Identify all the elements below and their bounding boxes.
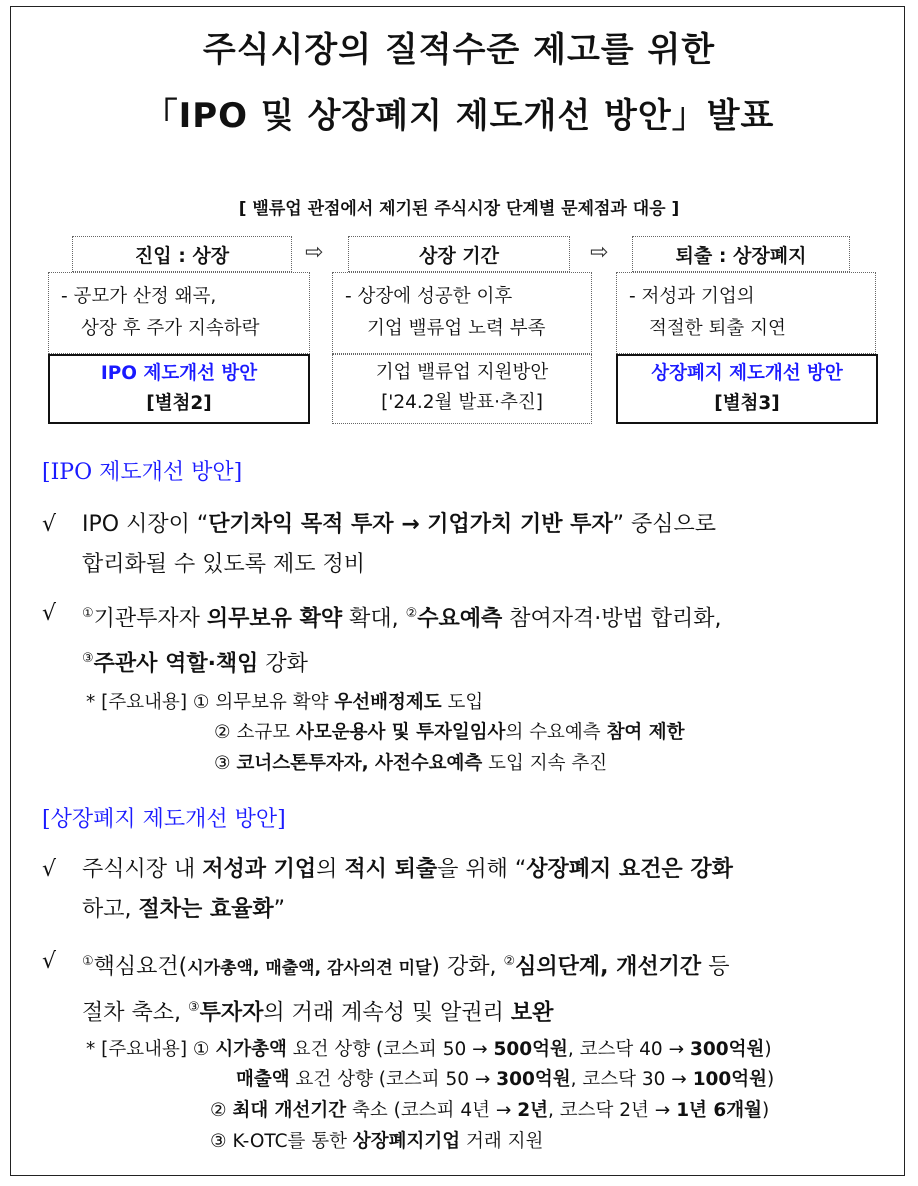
- text: ③: [214, 753, 237, 774]
- delisting-bullet-1: [42, 850, 902, 930]
- right-arrow-icon: ⇨: [590, 240, 609, 265]
- solution-ref: [별첨3]: [714, 393, 780, 414]
- solution-box-listing: [332, 354, 592, 424]
- section-heading-delisting: [상장폐지 제도개선 방안]: [42, 807, 286, 832]
- problem-text: 기업 밸류업 노력 부족: [367, 318, 546, 339]
- ipo-bullet-2: [42, 594, 902, 685]
- emphasis: 저성과 기업: [202, 857, 317, 882]
- problem-box-entry: [48, 272, 310, 354]
- title-line-2: 「IPO 및 상장폐지 제도개선 방안」발표: [143, 96, 775, 136]
- solution-title: IPO 제도개선 방안: [100, 363, 258, 384]
- bullet-text: [82, 594, 902, 685]
- text: IPO 시장이 “: [82, 512, 209, 537]
- text: ”: [273, 897, 286, 922]
- text: 절차 축소,: [82, 1000, 188, 1026]
- emphasis: 우선배정제도: [334, 692, 442, 713]
- problem-text: - 공모가 산정 왜곡,: [61, 286, 217, 307]
- section-heading-ipo: [IPO 제도개선 방안]: [42, 460, 243, 485]
- stage-listing-label: 상장 기간: [348, 236, 570, 272]
- emphasis: 시가총액: [215, 1039, 287, 1060]
- text: 도입 지속 추진: [482, 753, 608, 774]
- emphasis: 의무보유 확약: [206, 606, 343, 632]
- emphasis: 1년 6개월: [676, 1100, 762, 1121]
- text: 거래 지원: [460, 1131, 544, 1152]
- delisting-note-line-2: [236, 1065, 774, 1095]
- text: , 코스닥 40 →: [567, 1039, 690, 1060]
- text: 주식시장 내: [82, 857, 203, 882]
- text: 확대,: [342, 606, 406, 632]
- solution-ref: [별첨2]: [146, 393, 212, 414]
- solution-title: 상장폐지 제도개선 방안: [651, 363, 843, 384]
- problem-text: 적절한 퇴출 지연: [649, 318, 786, 339]
- text: 기관투자자: [93, 606, 207, 632]
- problem-text: 상장 후 주가 지속하락: [81, 318, 260, 339]
- circled-number: ③: [82, 651, 94, 667]
- emphasis: 300억원: [496, 1069, 571, 1090]
- solution-box-delisting: [616, 354, 878, 424]
- bullet-text: [82, 505, 902, 585]
- text: 의 거래 계속성 및 알권리: [263, 1000, 511, 1026]
- text: 핵심요건(: [93, 954, 188, 980]
- emphasis: 보완: [510, 1000, 554, 1026]
- emphasis: 코너스톤투자자, 사전수요예측: [236, 753, 483, 774]
- solution-title: 기업 밸류업 지원방안: [375, 362, 549, 383]
- text: 요건 상향 (코스피 50 →: [286, 1039, 494, 1060]
- text: 등: [701, 954, 730, 980]
- check-icon: √: [42, 949, 57, 974]
- text: 참여자격·방법 합리화,: [502, 606, 722, 632]
- solution-box-entry: [48, 354, 310, 424]
- emphasis: 수요예측: [417, 606, 503, 632]
- emphasis: 2년: [517, 1100, 549, 1121]
- delisting-note-line-4: [210, 1127, 543, 1157]
- emphasis: 상장폐지기업: [352, 1131, 461, 1152]
- bullet-text: [82, 850, 902, 930]
- emphasis: 500억원: [493, 1039, 568, 1060]
- emphasis: 주관사 역할·책임: [93, 651, 259, 677]
- emphasis: 적시 퇴출: [344, 857, 438, 882]
- text: 축소 (코스피 4년 →: [346, 1100, 518, 1121]
- circled-number: ①: [82, 954, 94, 969]
- check-icon: √: [42, 601, 57, 626]
- problem-box-delisting: [616, 272, 876, 354]
- emphasis: 단기차익 목적 투자 → 기업가치 기반 투자: [208, 512, 613, 537]
- text: 의 수요예측: [505, 722, 607, 743]
- check-icon: √: [42, 857, 57, 882]
- ipo-note-line-2: [214, 718, 685, 748]
- problem-box-listing: [332, 272, 592, 354]
- emphasis: 300억원: [689, 1039, 765, 1060]
- emphasis: 100억원: [692, 1069, 768, 1090]
- right-arrow-icon: ⇨: [305, 240, 324, 265]
- text: ): [762, 1100, 770, 1121]
- text: 도입: [441, 692, 484, 713]
- diagram-subheading: [ 밸류업 관점에서 제기된 주식시장 단계별 문제점과 대응 ]: [238, 199, 680, 219]
- text: 하고,: [82, 897, 139, 922]
- stage-delisting-label: 퇴출 : 상장폐지: [632, 236, 850, 272]
- circled-number: ①: [82, 606, 94, 621]
- delisting-note-line-1: [86, 1035, 772, 1065]
- solution-ref: ['24.2월 발표·추진]: [381, 392, 543, 413]
- emphasis: 상장폐지 요건은 강화: [526, 857, 733, 882]
- text: ) 강화,: [431, 954, 504, 980]
- delisting-bullet-2: [42, 942, 902, 1034]
- ipo-note-line-3: [214, 749, 607, 779]
- text: ): [764, 1039, 772, 1060]
- delisting-note-line-3: [210, 1096, 769, 1126]
- check-icon: √: [42, 512, 57, 537]
- ipo-bullet-1: [42, 505, 902, 585]
- text: 을 위해 “: [437, 857, 527, 882]
- emphasis: 참여 제한: [606, 722, 685, 743]
- text: , 코스닥 2년 →: [548, 1100, 677, 1121]
- circled-number: ③: [188, 1000, 200, 1016]
- text: ②: [210, 1100, 233, 1121]
- title-line-1: 주식시장의 질적수준 제고를 위한: [202, 30, 716, 70]
- ipo-note-line-1: [86, 688, 483, 718]
- text: * [주요내용] ①: [86, 1039, 216, 1060]
- text: 합리화될 수 있도록 제도 정비: [82, 552, 365, 577]
- text: ): [767, 1069, 775, 1090]
- circled-number: ②: [405, 606, 418, 621]
- text: ② 소규모: [214, 722, 296, 743]
- text: 요건 상향 (코스피 50 →: [289, 1069, 497, 1090]
- stage-entry-label: 진입 : 상장: [72, 236, 292, 272]
- text: ③ K-OTC를 통한: [210, 1131, 353, 1152]
- text: , 코스닥 30 →: [570, 1069, 693, 1090]
- problem-text: - 상장에 성공한 이후: [345, 286, 513, 307]
- emphasis: 심의단계, 개선기간: [515, 954, 702, 980]
- emphasis: 최대 개선기간: [232, 1100, 347, 1121]
- bullet-text: [82, 942, 902, 1034]
- text: * [주요내용] ① 의무보유 확약: [86, 692, 335, 713]
- problem-text: - 저성과 기업의: [629, 286, 755, 307]
- circled-number: ②: [503, 954, 516, 969]
- emphasis: 시가총액, 매출액, 감사의견 미달: [187, 958, 432, 979]
- emphasis: 투자자: [199, 1000, 264, 1026]
- text: 강화: [258, 651, 308, 677]
- emphasis: 사모운용사 및 투자일임사: [295, 722, 506, 743]
- text: 의: [316, 857, 345, 882]
- emphasis: 매출액: [236, 1069, 290, 1090]
- emphasis: 절차는 효율화: [138, 897, 274, 922]
- text: ” 중심으로: [612, 512, 717, 537]
